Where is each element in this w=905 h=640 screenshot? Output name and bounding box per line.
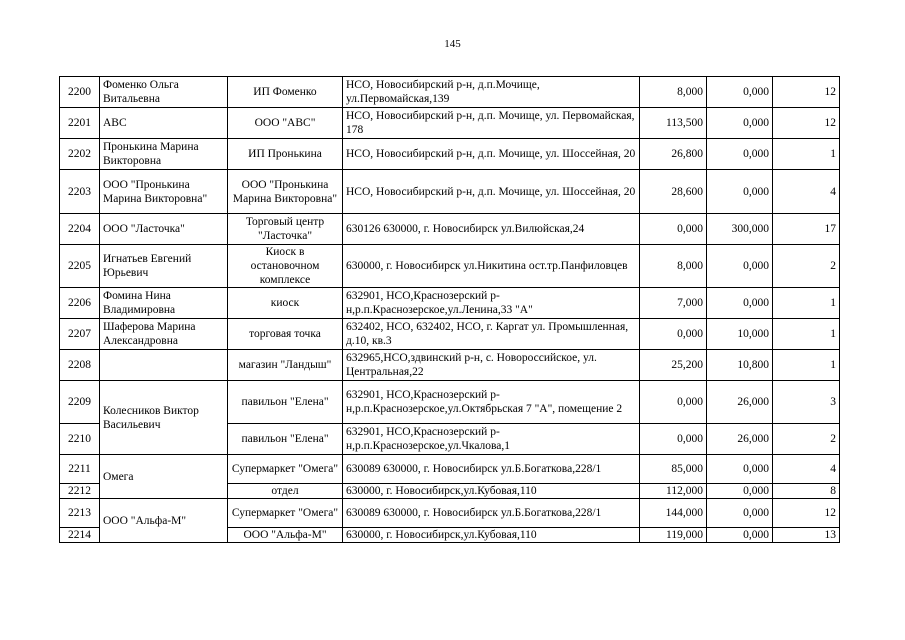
outlet-name: Торговый центр "Ласточка" (228, 214, 343, 245)
value-2: 0,000 (707, 139, 773, 170)
value-3: 13 (773, 528, 840, 543)
address: НСО, Новосибирский р-н, д.п.Мочище, ул.Первомайская,139 (343, 77, 640, 108)
value-3: 12 (773, 108, 840, 139)
table-row (60, 170, 840, 214)
outlet-name: павильон "Елена" (228, 381, 343, 424)
row-number: 2204 (60, 214, 100, 245)
row-number: 2202 (60, 139, 100, 170)
value-1: 112,000 (640, 484, 707, 499)
value-1: 8,000 (640, 77, 707, 108)
outlet-name: Супермаркет "Омега" (228, 499, 343, 528)
address: 630126 630000, г. Новосибирск ул.Вилюйская,24 (343, 214, 640, 245)
owner-name: Фоменко Ольга Витальевна (100, 77, 228, 108)
value-2: 10,800 (707, 350, 773, 381)
value-2: 26,000 (707, 424, 773, 455)
row-number: 2211 (60, 455, 100, 484)
outlet-name: Супермаркет "Омега" (228, 455, 343, 484)
value-2: 0,000 (707, 528, 773, 543)
owner-name: ООО "Пронькина Марина Викторовна" (100, 170, 228, 214)
address: 630089 630000, г. Новосибирск ул.Б.Богаткова,228/1 (343, 455, 640, 484)
table-row (60, 139, 840, 170)
value-1: 8,000 (640, 245, 707, 288)
row-number: 2201 (60, 108, 100, 139)
value-2: 0,000 (707, 499, 773, 528)
outlet-name: отдел (228, 484, 343, 499)
row-number: 2212 (60, 484, 100, 499)
table-row (60, 108, 840, 139)
owner-name: Пронькина Марина Викторовна (100, 139, 228, 170)
outlet-name: ИП Фоменко (228, 77, 343, 108)
value-3: 17 (773, 214, 840, 245)
row-number: 2213 (60, 499, 100, 528)
value-3: 12 (773, 499, 840, 528)
table-row (60, 499, 840, 528)
address: 632965,НСО,здвинский р-н, с. Новороссийское, ул. Центральная,22 (343, 350, 640, 381)
value-1: 26,800 (640, 139, 707, 170)
value-1: 119,000 (640, 528, 707, 543)
row-number: 2207 (60, 319, 100, 350)
outlet-name: магазин "Ландыш" (228, 350, 343, 381)
value-1: 144,000 (640, 499, 707, 528)
value-3: 1 (773, 288, 840, 319)
value-1: 25,200 (640, 350, 707, 381)
address: 632402, НСО, 632402, НСО, г. Каргат ул. Промышленная, д.10, кв.3 (343, 319, 640, 350)
table-row (60, 455, 840, 484)
address: 630000, г. Новосибирск,ул.Кубовая,110 (343, 528, 640, 543)
value-3: 8 (773, 484, 840, 499)
owner-name (100, 350, 228, 381)
address: НСО, Новосибирский р-н, д.п. Мочище, ул. Шоссейная, 20 (343, 170, 640, 214)
row-number: 2200 (60, 77, 100, 108)
owner-name: Игнатьев Евгений Юрьевич (100, 245, 228, 288)
row-number: 2205 (60, 245, 100, 288)
owner-name: ООО "Ласточка" (100, 214, 228, 245)
outlet-name: ООО "Альфа-М" (228, 528, 343, 543)
value-1: 113,500 (640, 108, 707, 139)
address: НСО, Новосибирский р-н, д.п. Мочище, ул. Шоссейная, 20 (343, 139, 640, 170)
address: 630089 630000, г. Новосибирск ул.Б.Богаткова,228/1 (343, 499, 640, 528)
outlet-name: ООО "Пронькина Марина Викторовна" (228, 170, 343, 214)
value-1: 28,600 (640, 170, 707, 214)
value-1: 85,000 (640, 455, 707, 484)
address: 630000, г. Новосибирск,ул.Кубовая,110 (343, 484, 640, 499)
page-number: 145 (444, 38, 461, 50)
value-1: 0,000 (640, 381, 707, 424)
value-1: 0,000 (640, 424, 707, 455)
value-2: 0,000 (707, 245, 773, 288)
owner-name: ООО "Альфа-М" (100, 499, 228, 543)
table-row (60, 288, 840, 319)
outlet-name: ООО "АВС" (228, 108, 343, 139)
value-1: 7,000 (640, 288, 707, 319)
row-number: 2206 (60, 288, 100, 319)
value-3: 4 (773, 455, 840, 484)
outlet-name: киоск (228, 288, 343, 319)
value-2: 0,000 (707, 77, 773, 108)
value-2: 0,000 (707, 288, 773, 319)
table-row (60, 214, 840, 245)
outlet-name: павильон "Елена" (228, 424, 343, 455)
row-number: 2214 (60, 528, 100, 543)
value-2: 10,000 (707, 319, 773, 350)
address: 632901, НСО,Краснозерский р-н,р.п.Краснозерское,ул.Ленина,33 "А" (343, 288, 640, 319)
value-3: 12 (773, 77, 840, 108)
address: 632901, НСО,Краснозерский р-н,р.п.Краснозерское,ул.Чкалова,1 (343, 424, 640, 455)
table-row (60, 350, 840, 381)
value-3: 2 (773, 245, 840, 288)
data-table (59, 76, 840, 543)
table-row (60, 245, 840, 288)
row-number: 2208 (60, 350, 100, 381)
value-3: 1 (773, 319, 840, 350)
owner-name: Фомина Нина Владимировна (100, 288, 228, 319)
owner-name: Омега (100, 455, 228, 499)
value-3: 4 (773, 170, 840, 214)
owner-name: АВС (100, 108, 228, 139)
address: 630000, г. Новосибирск ул.Никитина ост.тр.Панфиловцев (343, 245, 640, 288)
row-number: 2203 (60, 170, 100, 214)
outlet-name: торговая точка (228, 319, 343, 350)
value-1: 0,000 (640, 214, 707, 245)
value-3: 1 (773, 139, 840, 170)
address: НСО, Новосибирский р-н, д.п. Мочище, ул. Первомайская, 178 (343, 108, 640, 139)
table-row (60, 77, 840, 108)
row-number: 2210 (60, 424, 100, 455)
owner-name: Шаферова Марина Александровна (100, 319, 228, 350)
outlet-name: Киоск в остановочном комплексе (228, 245, 343, 288)
value-2: 0,000 (707, 455, 773, 484)
value-2: 0,000 (707, 170, 773, 214)
table-row (60, 381, 840, 424)
value-2: 300,000 (707, 214, 773, 245)
value-3: 2 (773, 424, 840, 455)
address: 632901, НСО,Краснозерский р-н,р.п.Краснозерское,ул.Октябрьская 7 "А", помещение 2 (343, 381, 640, 424)
value-2: 26,000 (707, 381, 773, 424)
owner-name: Колесников Виктор Васильевич (100, 381, 228, 455)
row-number: 2209 (60, 381, 100, 424)
value-2: 0,000 (707, 108, 773, 139)
table-row (60, 319, 840, 350)
value-2: 0,000 (707, 484, 773, 499)
value-3: 1 (773, 350, 840, 381)
value-1: 0,000 (640, 319, 707, 350)
outlet-name: ИП Пронькина (228, 139, 343, 170)
value-3: 3 (773, 381, 840, 424)
